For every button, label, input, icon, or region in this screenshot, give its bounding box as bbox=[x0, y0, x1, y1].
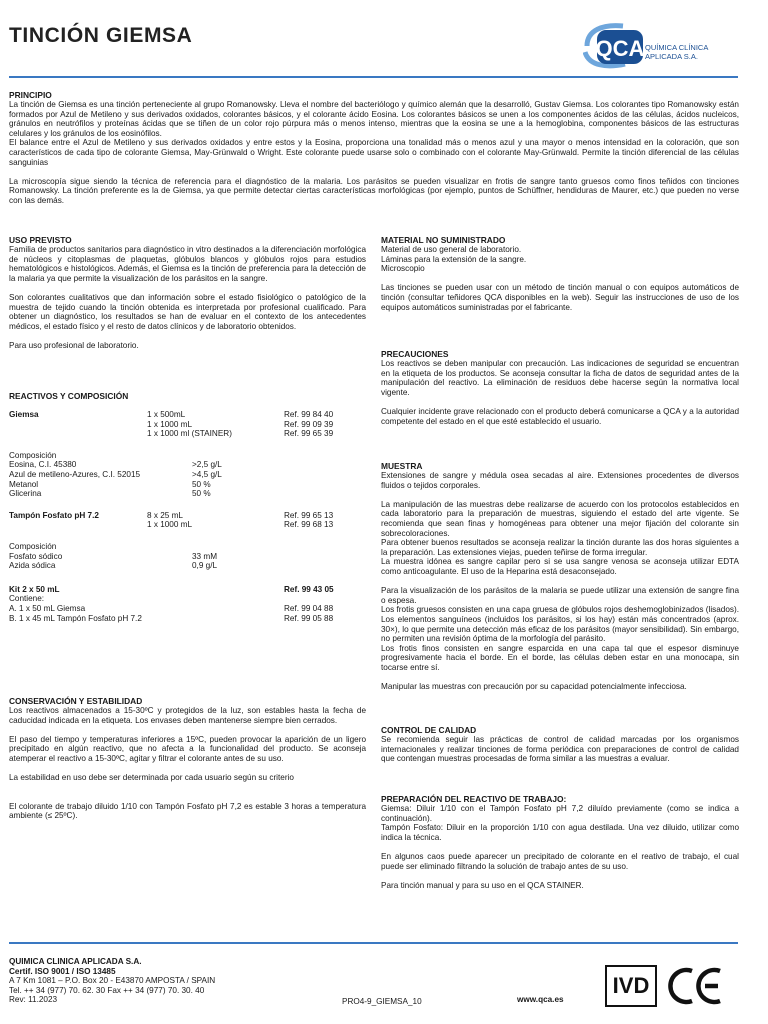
preparacion-p3: En algunos caos puede aparecer un precipitado de colorante en el reativo de trabajo, el cual puede ser eliminado filtrando la solución de trabajo antes de su uso. bbox=[381, 851, 739, 871]
muestra-p2: La manipulación de las muestras debe realizarse de acuerdo con los protocolos establecidos en cada laboratorio para la preparación de muestras, siguiendo el estado del arte vigente. Se recomienda que sean finas y homogéneas para obtener una mejor fijación del colorante sin sobrecoloraciones. bbox=[381, 499, 739, 538]
ce-mark-icon bbox=[668, 965, 726, 1010]
giemsa-ref: Ref. 99 65 39 bbox=[284, 429, 334, 439]
uso-previsto-heading: USO PREVISTO bbox=[9, 235, 72, 245]
composicion-label: Composición bbox=[9, 541, 57, 551]
footer-rev: Rev: 11.2023 bbox=[9, 995, 58, 1005]
conservacion-section bbox=[9, 696, 366, 821]
giemsa-ref: Ref. 99 84 40 bbox=[284, 410, 334, 419]
component-name: Eosina, C.I. 45380 bbox=[9, 460, 77, 470]
muestra-p7: Los frotis finos consisten en sangre esparcida en una capa tal que el espesor disminuye progresivamente hacia el borde. En el borde, las células deben estar en una monocapa, sin tocarse entre sí. bbox=[381, 643, 739, 672]
material-section bbox=[381, 235, 739, 312]
logo-mark: QCA bbox=[595, 36, 645, 61]
component-name: Fosfato sódico bbox=[9, 551, 63, 561]
preparacion-p2: Tampón Fosfato: Diluir en la proporción 1/10 con agua destilada. Una vez diluido, utilizar como indica la técnica. bbox=[381, 823, 739, 842]
reactivos-section bbox=[9, 391, 366, 623]
preparacion-p4: Para tinción manual y para su uso en el QCA STAINER. bbox=[381, 880, 584, 890]
logo-text bbox=[645, 43, 708, 61]
component-value: 50 % bbox=[192, 479, 211, 489]
footer-cert: Certif. ISO 9001 / ISO 13485 bbox=[9, 966, 116, 976]
muestra-p6: Los frotis gruesos consisten en una capa gruesa de glóbulos rojos deshemoglobinizados (lisados). Los elementos sanguíneos (incluidos los parásitos, si los hay) están más concentrados (aprox. 30×), lo que permite una detección más eficaz de los parásitos (mayor sensibilidad). Sin embargo, no permiten una revisión óptima de la morfología del parásito. bbox=[381, 605, 739, 644]
preparacion-heading: PREPARACIÓN DEL REACTIVO DE TRABAJO: bbox=[381, 794, 567, 804]
principio-p3: La microscopía sigue siendo la técnica de referencia para el diagnóstico de la malaria. Los parásitos se pueden visualizar en frotis de sangre tanto gruesos como finos teñidos con tinciones Romanowsky. La tinción preferente es la de Giemsa, ya que permite detectar ciertas características morfológicas (por ejemplo, puntos de Schüffner, hendiduras de Maurer, etc.) que pueden no verse con las demás. bbox=[9, 176, 739, 205]
uso-previsto-p2: Son colorantes cualitativos que dan información sobre el estado fisiológico o patológico de la muestra de tejido cuando la tinción obtenida es interpretada por profesional cualificado. Para obtener un diagnóstico, los resultados se han de evaluar en el contexto de los antecedentes médicos, el estado físico y el resto de datos clínicos y de laboratorio obtenidos. bbox=[9, 292, 366, 331]
reactivos-heading: REACTIVOS Y COMPOSICIÓN bbox=[9, 391, 129, 401]
component-value: >2,5 g/L bbox=[192, 460, 222, 470]
ivd-badge: IVD bbox=[605, 965, 657, 1007]
preparacion-section bbox=[381, 794, 739, 890]
tampon-qty: 1 x 1000 mL bbox=[147, 520, 193, 530]
tampon-name: Tampón Fosfato pH 7.2 bbox=[9, 510, 99, 520]
conservacion-heading: CONSERVACIÓN Y ESTABILIDAD bbox=[9, 696, 143, 706]
giemsa-name: Giemsa bbox=[9, 410, 39, 419]
precauciones-section bbox=[381, 349, 739, 426]
precauciones-p2: Cualquier incidente grave relacionado con el producto deberá comunicarse a QCA y a la autoridad competente del estado en el que esté establecido el usuario. bbox=[381, 406, 739, 426]
material-item: Material de uso general de laboratorio. bbox=[381, 245, 522, 254]
footer-address: A 7 Km 1081 – P.O. Box 20 - E43870 AMPOSTA / SPAIN bbox=[9, 976, 216, 986]
giemsa-qty: 1 x 1000 mL bbox=[147, 419, 193, 429]
control-section bbox=[381, 725, 739, 764]
principio-section bbox=[9, 90, 739, 206]
muestra-p3: Para obtener buenos resultados se aconseja realizar la tinción durante las dos horas siguientes a la preparación. Las extensiones viejas, pueden teñirse de forma irregular. bbox=[381, 538, 739, 557]
muestra-heading: MUESTRA bbox=[381, 461, 423, 471]
footer-company: QUIMICA CLINICA APLICADA S.A. bbox=[9, 957, 142, 966]
composicion-tampon bbox=[9, 542, 366, 571]
footer-web-link[interactable]: www.qca.es bbox=[517, 995, 564, 1004]
footer-rule bbox=[9, 942, 738, 944]
conservacion-p4: El colorante de trabajo diluido 1/10 con Tampón Fosfato pH 7,2 es estable 3 horas a temperatura ambiente (≤ 25ºC). bbox=[9, 801, 366, 821]
control-heading: CONTROL DE CALIDAD bbox=[381, 725, 477, 735]
tampon-ref: Ref. 99 65 13 bbox=[284, 510, 334, 520]
muestra-p5: Para la visualización de los parásitos de la malaria se puede utilizar una extensión de sangre fina o espesa. bbox=[381, 586, 739, 605]
material-heading: MATERIAL NO SUMINISTRADO bbox=[381, 235, 506, 245]
logo-line1: QUÍMICA CLÍNICA bbox=[645, 43, 709, 52]
logo-line2: APLICADA S.A. bbox=[645, 52, 698, 61]
control-p1: Se recomienda seguir las prácticas de control de calidad marcadas por los organismos internacionales y realizar tinciones de forma periódica con preparaciones de control de calidad que contengan muestras procesadas de forma similar a las muestras a evaluar. bbox=[381, 735, 739, 764]
page-title: TINCIÓN GIEMSA bbox=[9, 24, 193, 47]
kit-item-ref: Ref. 99 05 88 bbox=[284, 613, 334, 623]
conservacion-p1: Los reactivos almacenados a 15-30ºC y protegidos de la luz, son estables hasta la fecha de caducidad indicada en la etiqueta. Los envases deben mantenerse siempre bien cerrados. bbox=[9, 706, 366, 725]
kit-ref: Ref. 99 43 05 bbox=[284, 584, 334, 594]
precauciones-heading: PRECAUCIONES bbox=[381, 349, 449, 359]
composicion-label: Composición bbox=[9, 450, 57, 460]
component-name: Metanol bbox=[9, 479, 39, 489]
preparacion-p1: Giemsa: Diluir 1/10 con el Tampón Fosfato pH 7,2 diluído previamente (como se indica a continuación). bbox=[381, 804, 739, 823]
header-rule bbox=[9, 76, 738, 78]
kit-name: Kit 2 x 50 mL bbox=[9, 584, 60, 594]
tampon-block bbox=[9, 511, 366, 530]
component-name: Glicerina bbox=[9, 489, 42, 499]
component-value: 0,9 g/L bbox=[192, 561, 218, 571]
kit-item-ref: Ref. 99 04 88 bbox=[284, 603, 334, 613]
component-name: Azul de metileno-Azures, C.I. 52015 bbox=[9, 469, 141, 479]
giemsa-ref: Ref. 99 09 39 bbox=[284, 419, 334, 429]
muestra-p1: Extensiones de sangre y médula osea secadas al aire. Extensiones procedentes de diversos fluidos o tejidos corporales. bbox=[381, 471, 739, 490]
material-item: Láminas para la extensión de la sangre. bbox=[381, 254, 527, 264]
material-item: Microscopio bbox=[381, 264, 425, 274]
kit-item: A. 1 x 50 mL Giemsa bbox=[9, 603, 86, 613]
footer-doc-code: PRO4-9_GIEMSA_10 bbox=[342, 997, 422, 1006]
giemsa-qty: 1 x 500mL bbox=[147, 410, 186, 419]
uso-previsto-p1: Familia de productos sanitarios para diagnóstico in vitro destinados a la diferenciación morfológica de núcleos y citoplasmas de plaquetas, glóbulos blancos y glóbulos rojos para estudios hematológicos e histológicos. Además, el Giemsa es la tinción de preferencia para la detección de la malaria ya que permite la visualización de los parásitos en la sangre. bbox=[9, 245, 366, 283]
kit-contiene: Contiene: bbox=[9, 594, 45, 604]
component-value: 33 mM bbox=[192, 551, 218, 561]
giemsa-block bbox=[9, 410, 366, 439]
kit-item: B. 1 x 45 mL Tampón Fosfato pH 7.2 bbox=[9, 613, 142, 623]
muestra-p8: Manipular las muestras con precaución por su capacidad potencialmente infecciosa. bbox=[381, 682, 687, 692]
precauciones-p1: Los reactivos se deben manipular con precaución. Las indicaciones de seguridad se encuentran en la etiqueta de los productos. Se aconseja consultar la ficha de datos de seguridad antes de la manipulación del reactivo. La eliminación de residuos debe hacerse según la normativa local vigente. bbox=[381, 359, 739, 397]
conservacion-p2: El paso del tiempo y temperaturas inferiores a 15ºC, pueden provocar la aparición de un ligero precipitado en algún reactivo, que no afecta a la funcionalidad del producto. Se aconseja atemperar el reactivo a 15-30ºC, agitar y filtrar el colorante antes de su uso. bbox=[9, 734, 366, 763]
composicion-giemsa bbox=[9, 451, 366, 499]
kit-block bbox=[9, 585, 366, 623]
footer-phone: Tel. ++ 34 (977) 70. 62. 30 Fax ++ 34 (977) 70. 30. 40 bbox=[9, 985, 205, 995]
tampon-qty: 8 x 25 mL bbox=[147, 510, 183, 520]
component-value: >4,5 g/L bbox=[192, 469, 222, 479]
muestra-p4: La muestra idónea es sangre capilar pero si se usa sangre venosa se aconseja utilizar EDTA como anticoagulante. El uso de la Heparina está desaconsejado. bbox=[381, 557, 739, 576]
uso-previsto-p3: Para uso profesional de laboratorio. bbox=[9, 340, 139, 350]
muestra-section bbox=[381, 461, 739, 692]
giemsa-qty: 1 x 1000 ml (STAINER) bbox=[147, 429, 232, 439]
component-name: Azida sódica bbox=[9, 561, 56, 571]
component-value: 50 % bbox=[192, 489, 211, 499]
principio-heading: PRINCIPIO bbox=[9, 90, 52, 100]
principio-p2: El balance entre el Azul de Metileno y sus derivados oxidados y entre estos y la Eosina, proporciona una tonalidad más o menos azul y una mayor o menos intensidad en la coloración, que son característicos de cada tipo de colorante Giemsa, May-Grünwald o Wright. Este colorante puede usarse solo o combinado con el colorante May-Grünwald. Permite la tinción diferencial de las células sanguinias bbox=[9, 138, 739, 167]
footer-company-block bbox=[9, 957, 215, 1005]
conservacion-p3: La estabilidad en uso debe ser determinada por cada usuario según su criterio bbox=[9, 773, 294, 783]
tampon-ref: Ref. 99 68 13 bbox=[284, 520, 334, 530]
uso-previsto-section bbox=[9, 235, 366, 351]
material-p1: Las tinciones se pueden usar con un método de tinción manual o con equipos automáticos de tinción (consultar teñidores QCA disponibles en la web). Seguir las instrucciones de uso de los equipos automáticos suministradas por el fabricante. bbox=[381, 283, 739, 312]
principio-p1: La tinción de Giemsa es una tinción perteneciente al grupo Romanowsky. Lleva el nombre del bacteriólogo y químico alemán que la desarrolló, Gustav Giemsa. Los colorantes tipo Romanowsky están formados por Azul de Metileno y sus derivados oxidados, colorantes básicos, y el colorante ácido Eosina. Los colorantes básicos se unen a los componentes ácidos de las células, ácidos nucleicos, gránulos en neutrófilos y proteínas ácidas que se tiñen de un color rojo púrpura más o menos intenso, mientras que la eosina se une a la hemoglobina, componentes básicos de las estructuras celulares y los gránulos de los eosinófilos. bbox=[9, 100, 739, 138]
